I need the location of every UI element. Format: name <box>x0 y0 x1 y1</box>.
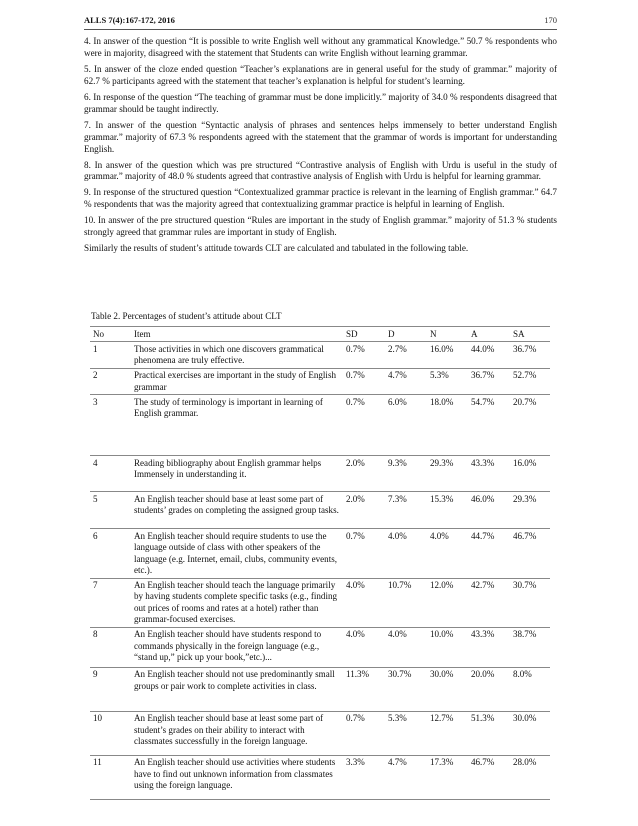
item-text: An English teacher should base at least some part of student’s grades on their ability to interact with classmates successfully in the foreign language. <box>134 713 324 746</box>
paragraph-item-6: 6. In response of the question “The teaching of grammar must be done implicitly.” majority of 34.0 % respondents disagreed that grammar should be taught indirectly. <box>84 91 557 114</box>
row-number: 6 <box>93 530 98 541</box>
a-value: 54.7% <box>471 396 495 407</box>
running-header <box>84 15 557 29</box>
column-header-a: A <box>468 327 510 342</box>
row-number: 11 <box>93 757 102 768</box>
sa-value: 28.0% <box>513 757 537 768</box>
n-value: 15.3% <box>430 493 454 504</box>
paragraph-item-7: 7. In answer of the question “Syntactic analysis of phrases and sentences helps immensely to better understand English grammar.” majority of 67.3 % respondents agreed with the statement that the grammar of words is important for understanding English. <box>84 119 557 154</box>
n-value: 29.3% <box>430 457 454 468</box>
a-value: 42.7% <box>471 580 495 591</box>
d-value: 2.7% <box>388 343 407 354</box>
sa-value: 20.7% <box>513 396 537 407</box>
n-value: 4.0% <box>430 530 449 541</box>
table-caption: Table 2. Percentages of student’s attitude about CLT <box>91 311 282 321</box>
table-row <box>90 368 550 395</box>
n-value: 10.0% <box>430 629 454 640</box>
a-value: 36.7% <box>471 370 495 381</box>
paragraph-item-9: 9. In response of the structured question “Contextualized grammar practice is relevant in the learning of English grammar.” 64.7 % respondents that was the majority agreed that contextualizing grammar practice is helpful in learning of English. <box>84 187 557 210</box>
table-row <box>90 529 550 578</box>
a-value: 43.3% <box>471 629 495 640</box>
item-text: Reading bibliography about English grammar helps Immensely in understanding it. <box>134 457 322 480</box>
item-text: An English teacher should have students respond to commands physically in the foreign language (e.g., “stand up,” pick up your book,”etc.)... <box>134 629 322 662</box>
a-value: 46.7% <box>471 757 495 768</box>
table-row <box>90 755 550 799</box>
n-value: 18.0% <box>430 396 454 407</box>
sd-value: 2.0% <box>346 457 365 468</box>
item-text: An English teacher should base at least some part of students’ grades on completing the assigned group tasks. <box>134 493 339 516</box>
row-number: 8 <box>93 629 98 640</box>
paragraph-item-8: 8. In answer of the question which was pre structured “Contrastive analysis of English with Urdu is useful in the study of grammar.” majority of 48.0 % students agreed that contrastive analysis of English with Urdu is helpful for learning grammar. <box>84 159 557 182</box>
sa-value: 29.3% <box>513 493 537 504</box>
sd-value: 0.7% <box>346 370 365 381</box>
sd-value: 0.7% <box>346 530 365 541</box>
sd-value: 3.3% <box>346 757 365 768</box>
paragraph-item-10: 10. In answer of the pre structured question “Rules are important in the study of English grammar.” majority of 51.3 % students strongly agreed that grammar rules are important in study of English. <box>84 215 557 238</box>
table-row <box>90 456 550 492</box>
item-text: An English teacher should teach the language primarily by having students complete specific tasks (e.g., finding out prices of rooms and rates at a hotel) rather than grammar-focused exercises. <box>134 580 338 625</box>
sa-value: 38.7% <box>513 629 537 640</box>
header-divider <box>84 29 557 30</box>
sa-value: 52.7% <box>513 370 537 381</box>
d-value: 9.3% <box>388 457 407 468</box>
item-text: Practical exercises are important in the study of English grammar <box>134 370 336 392</box>
a-value: 20.0% <box>471 669 495 680</box>
sa-value: 46.7% <box>513 530 537 541</box>
item-text: An English teacher should require students to use the language outside of class with other speakers of the language (e.g. Internet, email, clubs, community events, etc.). <box>134 530 337 575</box>
d-value: 10.7% <box>388 580 412 591</box>
item-text: Those activities in which one discovers grammatical phenomena are truly effective. <box>134 343 324 366</box>
sa-value: 30.0% <box>513 713 537 724</box>
paragraph-item-4: 4. In answer of the question “It is possible to write English well without any grammatical Knowledge.” 50.7 % respondents who were in majority, disagreed with the statement that Students can write English without learning grammar. <box>84 36 557 58</box>
column-header-sd: SD <box>343 327 385 342</box>
journal-citation: ALLS 7(4):167-172, 2016 <box>84 15 175 25</box>
row-number: 4 <box>93 457 98 468</box>
column-header-sa: SA <box>510 327 550 342</box>
n-value: 12.7% <box>430 713 454 724</box>
d-value: 4.0% <box>388 530 407 541</box>
row-number: 1 <box>93 343 98 354</box>
n-value: 16.0% <box>430 343 454 354</box>
paragraph-item-5: 5. In answer of the cloze ended question “Teacher’s explanations are in general useful for the study of grammar.” majority of 62.7 % participants agreed with the statement that teacher’s explanation is helpful for student’s learning. <box>84 63 557 86</box>
column-header-item: Item <box>131 327 343 342</box>
attitude-table <box>90 326 550 800</box>
table-row <box>90 667 550 711</box>
sd-value: 11.3% <box>346 669 370 680</box>
sd-value: 0.7% <box>346 396 365 407</box>
sd-value: 0.7% <box>346 343 365 354</box>
sa-value: 30.7% <box>513 580 537 591</box>
column-header-d: D <box>385 327 427 342</box>
d-value: 4.7% <box>388 757 407 768</box>
d-value: 30.7% <box>388 669 412 680</box>
item-text: The study of terminology is important in learning of English grammar. <box>134 396 323 419</box>
column-header-n: N <box>427 327 468 342</box>
table-row <box>90 711 550 755</box>
a-value: 44.7% <box>471 530 495 541</box>
item-text: An English teacher should use activities where students have to find out unknown information from classmates using the foreign language. <box>134 757 336 790</box>
d-value: 4.7% <box>388 370 407 381</box>
body-text <box>84 36 557 259</box>
row-number: 10 <box>93 713 103 724</box>
row-number: 5 <box>93 493 98 504</box>
n-value: 5.3% <box>430 370 449 381</box>
item-text: An English teacher should not use predominantly small groups or pair work to complete activities in class. <box>134 669 335 691</box>
column-header-no: No <box>90 327 131 342</box>
row-number: 2 <box>93 370 98 381</box>
table-row <box>90 342 550 369</box>
sa-value: 16.0% <box>513 457 537 468</box>
n-value: 17.3% <box>430 757 454 768</box>
d-value: 6.0% <box>388 396 407 407</box>
sa-value: 36.7% <box>513 343 537 354</box>
a-value: 44.0% <box>471 343 495 354</box>
row-number: 3 <box>93 396 98 407</box>
sa-value: 8.0% <box>513 669 532 680</box>
page-number: 170 <box>544 15 557 25</box>
table-row <box>90 395 550 456</box>
row-number: 9 <box>93 669 98 680</box>
n-value: 12.0% <box>430 580 454 591</box>
sd-value: 2.0% <box>346 493 365 504</box>
a-value: 46.0% <box>471 493 495 504</box>
table-row <box>90 627 550 667</box>
a-value: 51.3% <box>471 713 495 724</box>
d-value: 4.0% <box>388 629 407 640</box>
d-value: 7.3% <box>388 493 407 504</box>
paragraph-table-intro: Similarly the results of student’s attitude towards CLT are calculated and tabulated in the following table. <box>84 243 469 254</box>
d-value: 5.3% <box>388 713 407 724</box>
a-value: 43.3% <box>471 457 495 468</box>
table-header-row <box>90 327 550 342</box>
sd-value: 4.0% <box>346 580 365 591</box>
table-row <box>90 578 550 627</box>
row-number: 7 <box>93 580 98 591</box>
n-value: 30.0% <box>430 669 454 680</box>
sd-value: 4.0% <box>346 629 365 640</box>
sd-value: 0.7% <box>346 713 365 724</box>
table-row <box>90 492 550 529</box>
